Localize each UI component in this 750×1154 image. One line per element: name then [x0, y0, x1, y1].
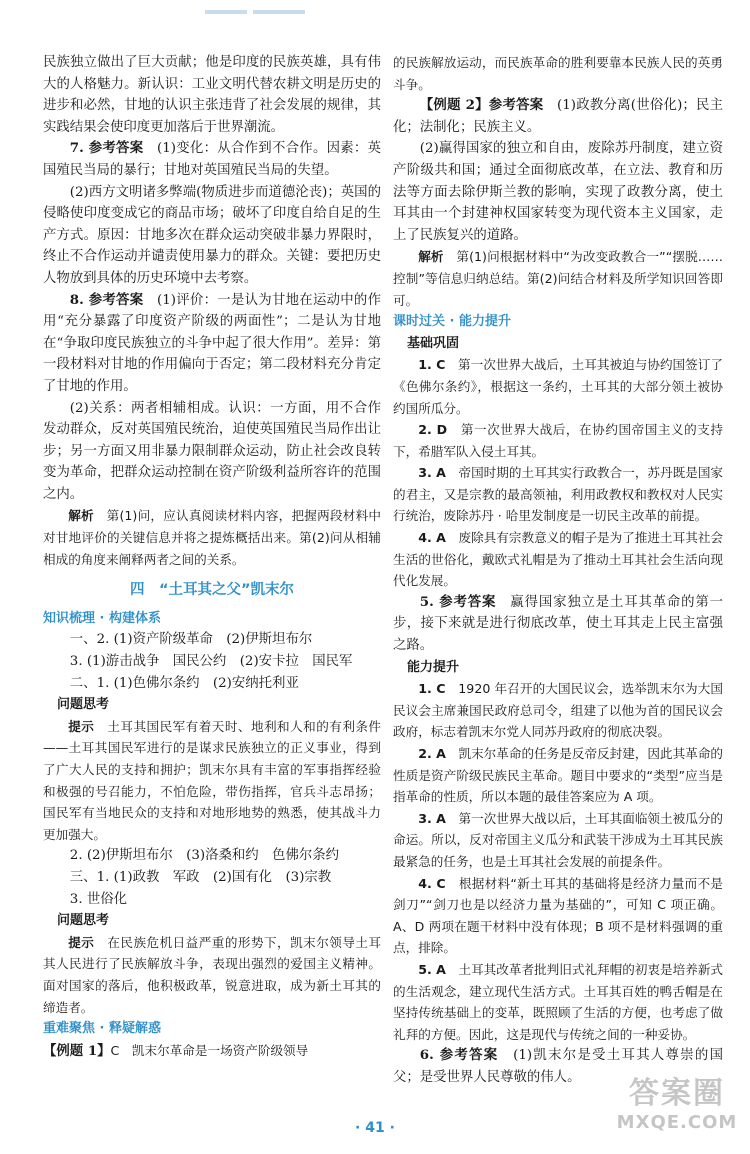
- answer-text: 凯末尔革命的任务是反帝反封建，因此其革命的性质是资产阶级民族民主革命。题目中要求的“类型”应当是指革命的性质，所以本题的最佳答案应为 A 项。: [393, 746, 724, 805]
- answer-label: 5. 参考答案: [419, 593, 497, 610]
- answer-label: 8. 参考答案: [69, 291, 144, 308]
- left-column: [43, 52, 381, 1062]
- answer-text: 土耳其改革者批判旧式礼拜帽的初衷是培养新式的生活观念，建立现代生活方式。土耳其百姓的鸭舌帽是在坚持传统基础上的变革，既照顾了生活的方便，也考虑了做礼拜的方便。因此，这是现代与传统之间的一种妥协。: [393, 961, 724, 1042]
- subsection-ability: 能力提升: [407, 659, 460, 675]
- example-2-part2: (2)赢得国家的独立和自由，废除苏丹制度，建立资产阶级共和国；通过全面彻底改革，在立法、教育和历法等方面去除伊斯兰教的影响，实现了政教分离，使土耳其由一个封建神权国家转变为现代资本主义国家，走上了民族复兴的道路。: [393, 141, 723, 243]
- section-bar-knowledge: 知识梳理 · 构建体系: [43, 610, 161, 626]
- answer-8-part2: (2)关系：两者相辅相成。认识：一方面，用不合作发动群众，反对英国殖民统治，迫使英国殖民当局作出让步；另一方面又用非暴力限制群众运动，防止社会改良转变为革命，把群众运动控制在资产阶级利益所容许的范围之内。: [43, 400, 381, 502]
- example-label: 【例题 1】: [43, 1042, 111, 1059]
- basic-answer: [393, 592, 723, 657]
- answer-8: [43, 290, 381, 398]
- paragraph: 民族独立做出了巨大贡献；他是印度的民族英雄，具有伟大的人格魅力。新认识：工业文明代替农耕文明是历史的进步和必然，甘地的认识主张违背了社会发展的规律，其实践结果会使印度更加落后于世界潮流。: [43, 55, 381, 135]
- answer-label: 7. 参考答案: [69, 140, 144, 157]
- example-1: [43, 1040, 381, 1063]
- answer-7-part2: (2)西方文明诸多弊端(物质进步而道德沦丧)；英国的侵略使印度变成它的商品市场；破坏了印度自给自足的生产方式。原因：甘地多次在群众运动突破非暴力界限时，终止不合作运动并谴责使用暴力的群众。关键：要把历史人物放到具体的历史环境中去考察。: [43, 184, 381, 286]
- hint-label: 提示: [68, 718, 95, 734]
- answer-label: 3. A: [418, 465, 446, 481]
- hint-label: 提示: [68, 934, 95, 950]
- section-title: 四 “土耳其之父”凯末尔: [129, 582, 295, 599]
- watermark-top: 答案圈: [629, 1076, 725, 1111]
- answer-label: 5. A: [418, 961, 446, 977]
- analysis-label: 解析: [68, 508, 94, 524]
- basic-answer: [393, 527, 723, 592]
- ability-answer: [393, 743, 723, 808]
- section-bar-focus: 重难聚焦 · 释疑解惑: [43, 1021, 161, 1037]
- hint: [43, 932, 381, 1018]
- hint: [43, 716, 381, 846]
- example-label: 【例题 2】参考答案: [419, 97, 544, 114]
- answer-text: 第一次世界大战后，在协约国帝国主义的支持下，希腊军队入侵土耳其。: [393, 422, 724, 459]
- example-text: (1)政教分离(世俗化)；民主化；法制化；民族主义。: [393, 98, 723, 135]
- answer-label: 2. A: [418, 746, 446, 761]
- analysis-label: 解析: [418, 249, 444, 265]
- answer-label: 3. A: [418, 810, 446, 826]
- knowledge-item: 二、1. (1)色佛尔条约 (2)安纳托利亚: [69, 675, 299, 691]
- knowledge-item: 2. (2)伊斯坦布尔 (3)洛桑和约 色佛尔条约: [69, 848, 340, 864]
- watermark-logo: [612, 1076, 742, 1148]
- knowledge-item: 3. (1)游击战争 国民公约 (2)安卡拉 国民军: [69, 654, 353, 670]
- answer-text: (1)评价：一是认为甘地在运动中的作用“充分暴露了印度资产阶级的两面性”；二是认为甘地在“争取印度民族独立的斗争中起了很大作用”。差异：第一段材料对甘地的作用偏向于否定；第二段材料充分肯定了甘地的作用。: [43, 292, 381, 394]
- answer-text: (1)凯末尔是受土耳其人尊崇的国父；是受世界人民尊敬的伟人。: [393, 1048, 723, 1085]
- knowledge-item: 一、2. (1)资产阶级革命 (2)伊斯坦布尔: [69, 632, 313, 648]
- answer-label: 6. 参考答案: [419, 1047, 499, 1064]
- top-decoration: [205, 0, 325, 8]
- answer-text: 废除具有宗教意义的帽子是为了推进土耳其社会生活的世俗化，戴欧式礼帽是为了推动土耳其社会生活向现代化发展。: [393, 530, 724, 589]
- hint-text: 土耳其国民军有着天时、地利和人和的有利条件——土耳其国民军进行的是谋求民族独立的正义事业，得到了广大人民的支持和拥护；凯末尔具有丰富的军事指挥经验和极强的号召能力，不怕危险，带伤指挥，官兵斗志昂扬；国民军有当地民众的支持和对地形地势的熟悉，使其战斗力更加强大。: [43, 718, 382, 842]
- section-bar-practice: 课时过关 · 能力提升: [393, 314, 511, 330]
- answer-text: 1920 年召开的大国民议会，选举凯末尔为大国民议会主席兼国民政府总司令，组建了以他为首的国民议会政府，标志着凯末尔党人同苏丹政府的彻底决裂。: [393, 681, 723, 740]
- answer-label: 1. C: [418, 681, 446, 697]
- basic-answer: [393, 354, 723, 419]
- answer-label: 1. C: [418, 357, 446, 373]
- basic-answer: [393, 462, 723, 527]
- answer-label: 4. A: [418, 530, 446, 546]
- ability-answer: [393, 808, 723, 873]
- answer-text: 帝国时期的土耳其实行政教合一，苏丹既是国家的君主，又是宗教的最高领袖，利用政教权和教权对人民实行统治，废除苏丹 · 哈里发制度是一切民主改革的前提。: [393, 465, 724, 524]
- paragraph: 的民族解放运动，而民族革命的胜利要靠本民族人民的英勇斗争。: [393, 55, 723, 92]
- analysis: [43, 505, 381, 570]
- analysis-text: 第(1)问，应认真阅读材料内容，把握两段材料中对甘地评价的关键信息并将之提炼概括出来。第(2)问从相辅相成的角度来阐释两者之间的关系。: [43, 508, 382, 567]
- analysis: [393, 246, 723, 311]
- answer-label: 2. D: [418, 422, 448, 438]
- knowledge-item: 三、1. (1)政教 军政 (2)国有化 (3)宗教: [69, 869, 332, 885]
- answer-text: 赢得国家独立是土耳其革命的第一步，接下来就是进行彻底改革，使土耳其走上民主富强之路。: [393, 594, 723, 654]
- ability-answer: [393, 959, 723, 1045]
- answer-7: [43, 138, 381, 181]
- example-2: [393, 95, 723, 138]
- ability-answer: [393, 678, 723, 743]
- hint-text: 在民族危机日益严重的形势下，凯末尔领导土耳其人民进行了民族解放斗争，表现出强烈的爱国主义精神。面对国家的落后，他积极政革，锐意进取，成为新土耳其的缔造者。: [43, 934, 382, 1015]
- answer-text: 第一次世界大战后，土耳其被迫与协约国签订了《色佛尔条约》，根据这一条约，土耳其的大部分领土被协约国所瓜分。: [393, 357, 724, 416]
- right-column: [393, 52, 723, 1089]
- page-number: · 41 ·: [355, 1120, 395, 1136]
- answer-text: 根据材料“新土耳其的基础将是经济力量而不是剑刀”“剑刀也是以经济力量为基础的”，可知 C 项正确。A、D 两项在题干材料中没有体现；B 项不是材料强调的重点，排除。: [393, 875, 723, 956]
- answer-label: 4. C: [418, 875, 446, 891]
- answer-text: 第一次世界大战以后，土耳其面临领土被瓜分的命运。所以，反对帝国主义瓜分和武装干涉成为土耳其民族最紧急的任务，也是土耳其社会发展的前提条件。: [393, 810, 724, 869]
- analysis-text: 第(1)问根据材料中“为改变政教合一”“摆脱……控制”等信息归纳总结。第(2)问结合材料及所学知识回答即可。: [393, 249, 723, 308]
- question-thinking: 问题思考: [57, 913, 110, 929]
- ability-answer: [393, 873, 723, 959]
- knowledge-item: 3. 世俗化: [69, 891, 128, 907]
- watermark-bottom: MXQE.COM: [616, 1112, 738, 1133]
- subsection-basic: 基础巩固: [407, 335, 460, 351]
- question-thinking: 问题思考: [57, 697, 110, 713]
- answer-text: (1)变化：从合作到不合作。因素：英国殖民当局的暴行；甘地对英国殖民当局的失望。: [43, 141, 381, 178]
- page-number-value: 41: [365, 1120, 385, 1136]
- basic-answer: [393, 419, 723, 462]
- example-text: C 凯末尔革命是一场资产阶级领导: [110, 1042, 309, 1058]
